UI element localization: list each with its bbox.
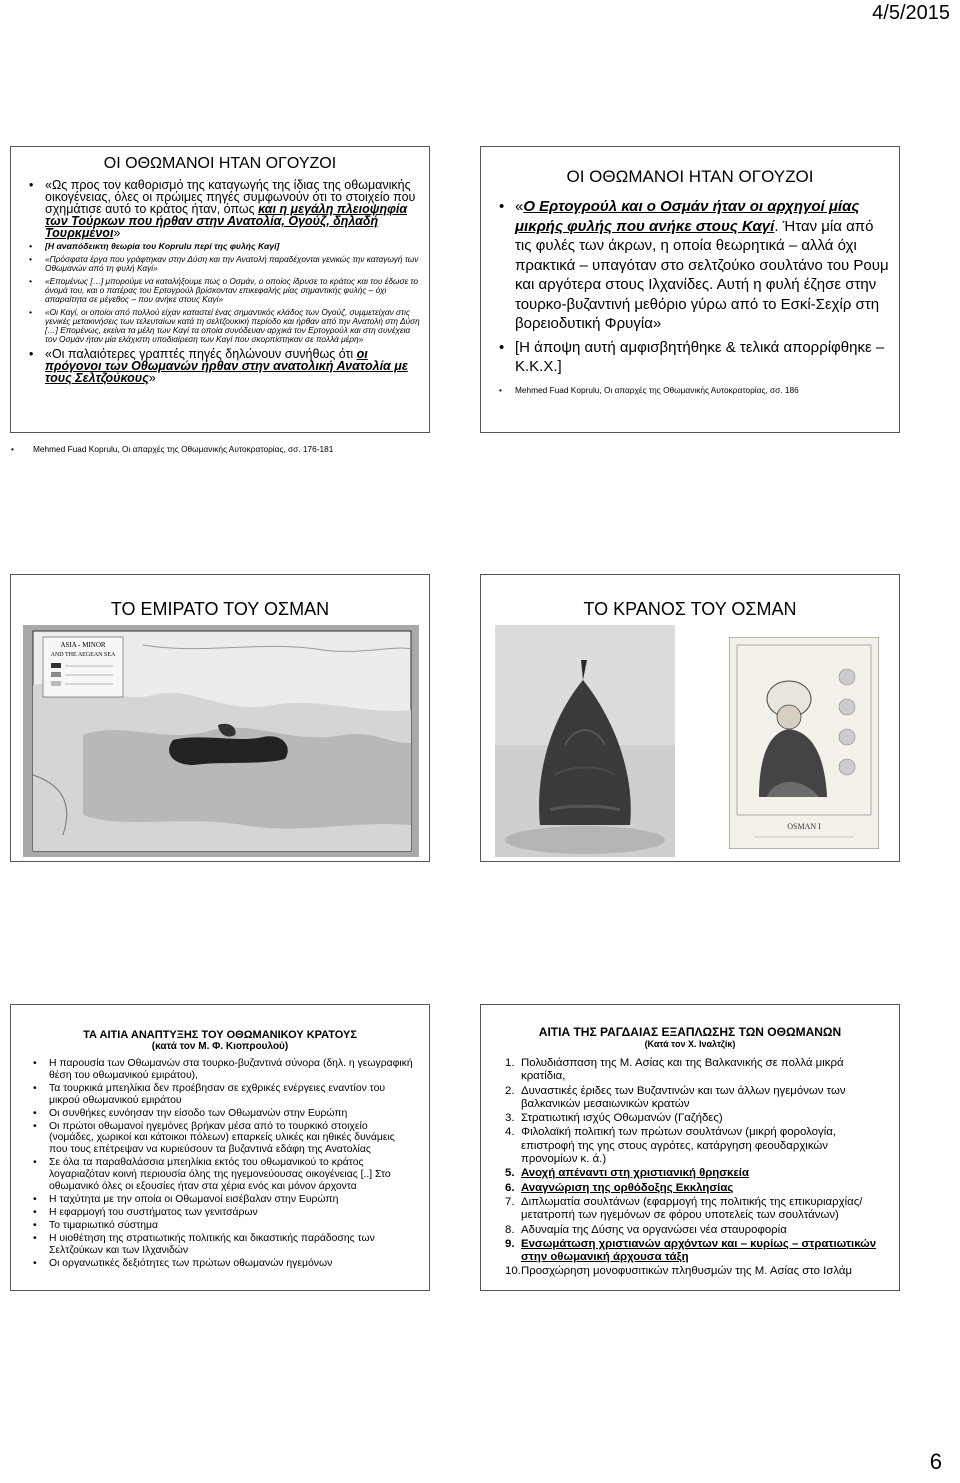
list-item: • Η παρουσία των Οθωμανών στα τουρκο-βυζαντινά σύνορα (δηλ. η γεωγραφική θέση του οθωμανικού εμιράτου), — [25, 1058, 413, 1082]
slide-subtitle: (κατά τον Μ. Φ. Κιοπρουλού) — [151, 1041, 289, 1052]
list-item: • Οι συνθήκες ευνόησαν την είσοδο των Οθωμανών στην Ευρώπη — [25, 1108, 413, 1120]
list-item: 4. Φιλολαϊκή πολιτική των πρώτων σουλτάνων (μικρή φορολογία, επιστροφή της γης στους αγρότες, κατάργηση φεουδαρχικών προνομίων κ. ά.) — [505, 1126, 879, 1166]
page-date: 4/5/2015 — [872, 2, 950, 24]
slide-title: ΤΑ ΑΙΤΙΑ ΑΝΑΠΤΥΞΗΣ ΤΟΥ ΟΘΩΜΑΝΙΚΟΥ ΚΡΑΤΟΥΣ — [83, 1029, 357, 1041]
bullet-recent-works: • «Πρόσφατα έργα που γράφτηκαν στην Δύση και την Ανατολή παραδέχονται γενικώς την καταγωγή των Οθωμανών από τη φυλή Καγί» — [21, 255, 421, 273]
slide-title: ΟΙ ΟΘΩΜΑΝΟΙ ΗΤΑΝ ΟΓΟΥΖΟΙ — [566, 167, 814, 186]
map-title-line2: AND THE AEGEAN SEA — [50, 652, 116, 658]
list-item: • Τα τουρκικά μπεηλίκια δεν προέβησαν σε εχθρικές ενέργειες εναντίον του μικρού οθωμανικού εμιράτου — [25, 1083, 413, 1107]
bullet-quote-origin: • «Ως προς τον καθορισμό της καταγωγής της ίδιας της οθωμανικής οικογένειας, όλες οι πρώιμες πηγές συμφωνούν ότι το στοιχείο που σχημάτισε αυτό το κράτος ήταν, όπως και η μεγάλη πλειοψηφία των Τούρκων που ήρθαν στην Ανατολία, Ογούζ, δηλαδή Τουρκμένοι» — [21, 179, 421, 239]
slide-osman-helmet — [480, 574, 900, 862]
list-item: • Το τιμαριωτικό σύστημα — [25, 1220, 413, 1232]
list-item: 10. Προσχώρηση μονοφυσιτικών πληθυσμών της Μ. Ασίας στο Ισλάμ — [505, 1265, 879, 1278]
list-item: 1. Πολυδιάσπαση της Μ. Ασίας και της Βαλκανικής σε πολλά μικρά κρατίδια, — [505, 1057, 879, 1084]
bullet-koprulu-theory: • [Η αναπόδεικτη θεωρία του Koprulu περί της φυλής Καγί] — [21, 242, 421, 251]
list-item: 2. Δυναστικές έριδες των Βυζαντινών και των άλλων ηγεμόνων των βαλκανικών μεσαιωνικών κρατών — [505, 1085, 879, 1112]
bullet-rejected-view: • [Η άποψη αυτή αμφισβητήθηκε & τελικά απορρίφθηκε – Κ.Κ.Χ.] — [491, 338, 891, 377]
causes-list — [25, 1058, 413, 1269]
list-item: • Οι οργανωτικές δεξιότητες των πρώτων οθωμανών ηγεμόνων — [25, 1258, 413, 1270]
slide-title: ΑΙΤΙΑ ΤΗΣ ΡΑΓΔΑΙΑΣ ΕΞΑΠΛΩΣΗΣ ΤΩΝ ΟΘΩΜΑΝΩΝ — [538, 1025, 842, 1039]
list-item: • Η υιοθέτηση της στρατιωτικής πολιτικής και δικαστικής παράδοσης των Σελτζούκων και των Ιλχανιδών — [25, 1233, 413, 1257]
slide1-source: • Mehmed Fuad Koprulu, Οι απαρχές της Οθωμανικής Αυτοκρατορίας, σσ. 176-181 — [33, 444, 333, 454]
list-item: • Σε όλα τα παραθαλάσσια μπεηλίκια εκτός του οθωμανικού το κράτος λογαριαζόταν κοινή περιουσία όλης της ηγεμονεύουσας οικογένειας [..] Στο οθωμανικό όλες οι εξουσίες ήταν στα χέρια ενός και μόνον άρχοντα — [25, 1157, 413, 1193]
slide-expansion-causes — [480, 1004, 900, 1291]
bullet-oldest-sources: • «Οι παλαιότερες γραπτές πηγές δηλώνουν συνήθως ότι οι πρόγονοι των Οθωμανών ήρθαν στην ανατολική Ανατολία με τους Σελτζούκους» — [21, 348, 421, 384]
slide-osman-emirate — [10, 574, 430, 862]
map-title-line1: ASIA - MINOR — [60, 641, 106, 649]
emphasis-text: οι πρόγονοι των Οθωμανών ήρθαν στην ανατολική Ανατολία με τους Σελτζούκους — [45, 347, 408, 385]
bullet-ertogrul-osman: • «Ο Ερτογρούλ και ο Οσμάν ήταν οι αρχηγοί μίας μικρής φυλής που ανήκε στους Καγί. Ήταν μία από τις φυλές των άκρων, η οποία θεωρητικά – αλλά όχι πρακτικά – υπαγόταν στο σελτζούκο σουλτάνο του Ρουμ και αργότερα στους Ιλχανίδες. Αυτή η φυλή έζησε στην τουρκο-βυζαντινή μεθόριο γύρω από το Εσκί-Σεχίρ στη βορειοδυτική Φρυγία» — [491, 197, 891, 334]
slide-ottomans-oghuz-2 — [480, 146, 900, 433]
expansion-list — [505, 1057, 879, 1279]
bullet-kayi-branch: • «Οι Καγί, οι οποίοι από πολλού είχαν καταστεί ένας σημαντικός κλάδος των Ογούζ, συμμετείχαν στις γενικές μετακινήσεις των τελευταίων κατά τη σελτζουκική περίοδο και ήρθαν από την Ανατολή στη Δύση […] Επομένως, εκείνα τα μέλη των Καγί τα οποία συνόδευαν αρχικά τον Ερτογρούλ και στη συνέχεια τον Οσμάν ήταν μία ελάχιστη υποδιαίρεση των Καγί που σκορπίστηκαν σε πολλά μέρη» — [21, 308, 421, 344]
list-item: • Η εφαρμογή του συστήματος των γενιτσάρων — [25, 1207, 413, 1219]
slide-subtitle: (Κατά τον Χ. Ιναλτζίκ) — [644, 1039, 736, 1049]
slide-growth-causes — [10, 1004, 430, 1291]
slide-title: ΤΟ ΚΡΑΝΟΣ ΤΟΥ ΟΣΜΑΝ — [583, 599, 797, 619]
osman-portrait — [729, 637, 879, 849]
emphasis-text: Ο Ερτογρούλ και ο Οσμάν ήταν οι αρχηγοί μίας μικρής φυλής που ανήκε στους Καγί — [515, 198, 860, 235]
slide-title: ΟΙ ΟΘΩΜΑΝΟΙ ΗΤΑΝ ΟΓΟΥΖΟΙ — [103, 155, 337, 172]
emphasis-text: και η μεγάλη πλειοψηφία των Τούρκων που ήρθαν στην Ανατολία, Ογούζ, δηλαδή Τουρκμένοι — [45, 202, 408, 240]
slide2-source: • Mehmed Fuad Koprulu, Οι απαρχές της Οθωμανικής Αυτοκρατορίας, σσ. 186 — [491, 385, 891, 395]
slide-ottomans-oghuz-1 — [10, 146, 430, 433]
map-image — [23, 625, 419, 857]
asia-minor-map — [23, 625, 419, 857]
page-number: 6 — [929, 1449, 942, 1474]
list-item: 3. Στρατιωτική ισχύς Οθωμανών (Γαζήδες) — [505, 1112, 879, 1125]
slide-title: ΤΟ ΕΜΙΡΑΤΟ ΤΟΥ ΟΣΜΑΝ — [110, 599, 330, 619]
list-item: 8. Αδυναμία της Δύσης να οργανώσει νέα σταυροφορία — [505, 1224, 879, 1237]
list-item: 6. Αναγνώριση της ορθόδοξης Εκκλησίας — [505, 1182, 879, 1195]
list-item: 5. Ανοχή απέναντι στη χριστιανική θρησκεία — [505, 1167, 879, 1180]
portrait-caption: OSMAN I — [787, 822, 821, 831]
helmet-photo — [495, 625, 675, 857]
list-item: 9. Ενσωμάτωση χριστιανών αρχόντων και – κυρίως – στρατιωτικών στην οθωμανική άρχουσα τάξη — [505, 1238, 879, 1265]
list-item: • Οι πρώτοι οθωμανοί ηγεμόνες βρήκαν μέσα από το τουρκικό στοιχείο (νομάδες, χωρικοί και κάτοικοι πόλεων) επαρκείς υλικές και ηθικές δυνάμεις που τους επέτρεψαν να κυριεύσουν τα βυζαντινά εδάφη της Ανατολίας — [25, 1121, 413, 1157]
bullet-osman-kayi: • «Επομένως […] μπορούμε να καταλήξουμε πως ο Οσμάν, ο οποίος ίδρυσε το κράτος και του έδωσε το όνομά του, και ο πατέρας του Ερτογρούλ βρίσκονταν επικεφαλής μίας σημαντικής φυλής – όχι απαραίτητα σε μέγεθος – που ανήκε στους Καγί» — [21, 277, 421, 304]
list-item: 7. Διπλωματία σουλτάνων (εφαρμογή της πολιτικής της επικυριαρχίας/ μετατροπή των ηγεμόνων σε φόρου υποτελείς των σουλτάνων) — [505, 1196, 879, 1223]
list-item: • Η ταχύτητα με την οποία οι Οθωμανοί εισέβαλαν στην Ευρώπη — [25, 1194, 413, 1206]
